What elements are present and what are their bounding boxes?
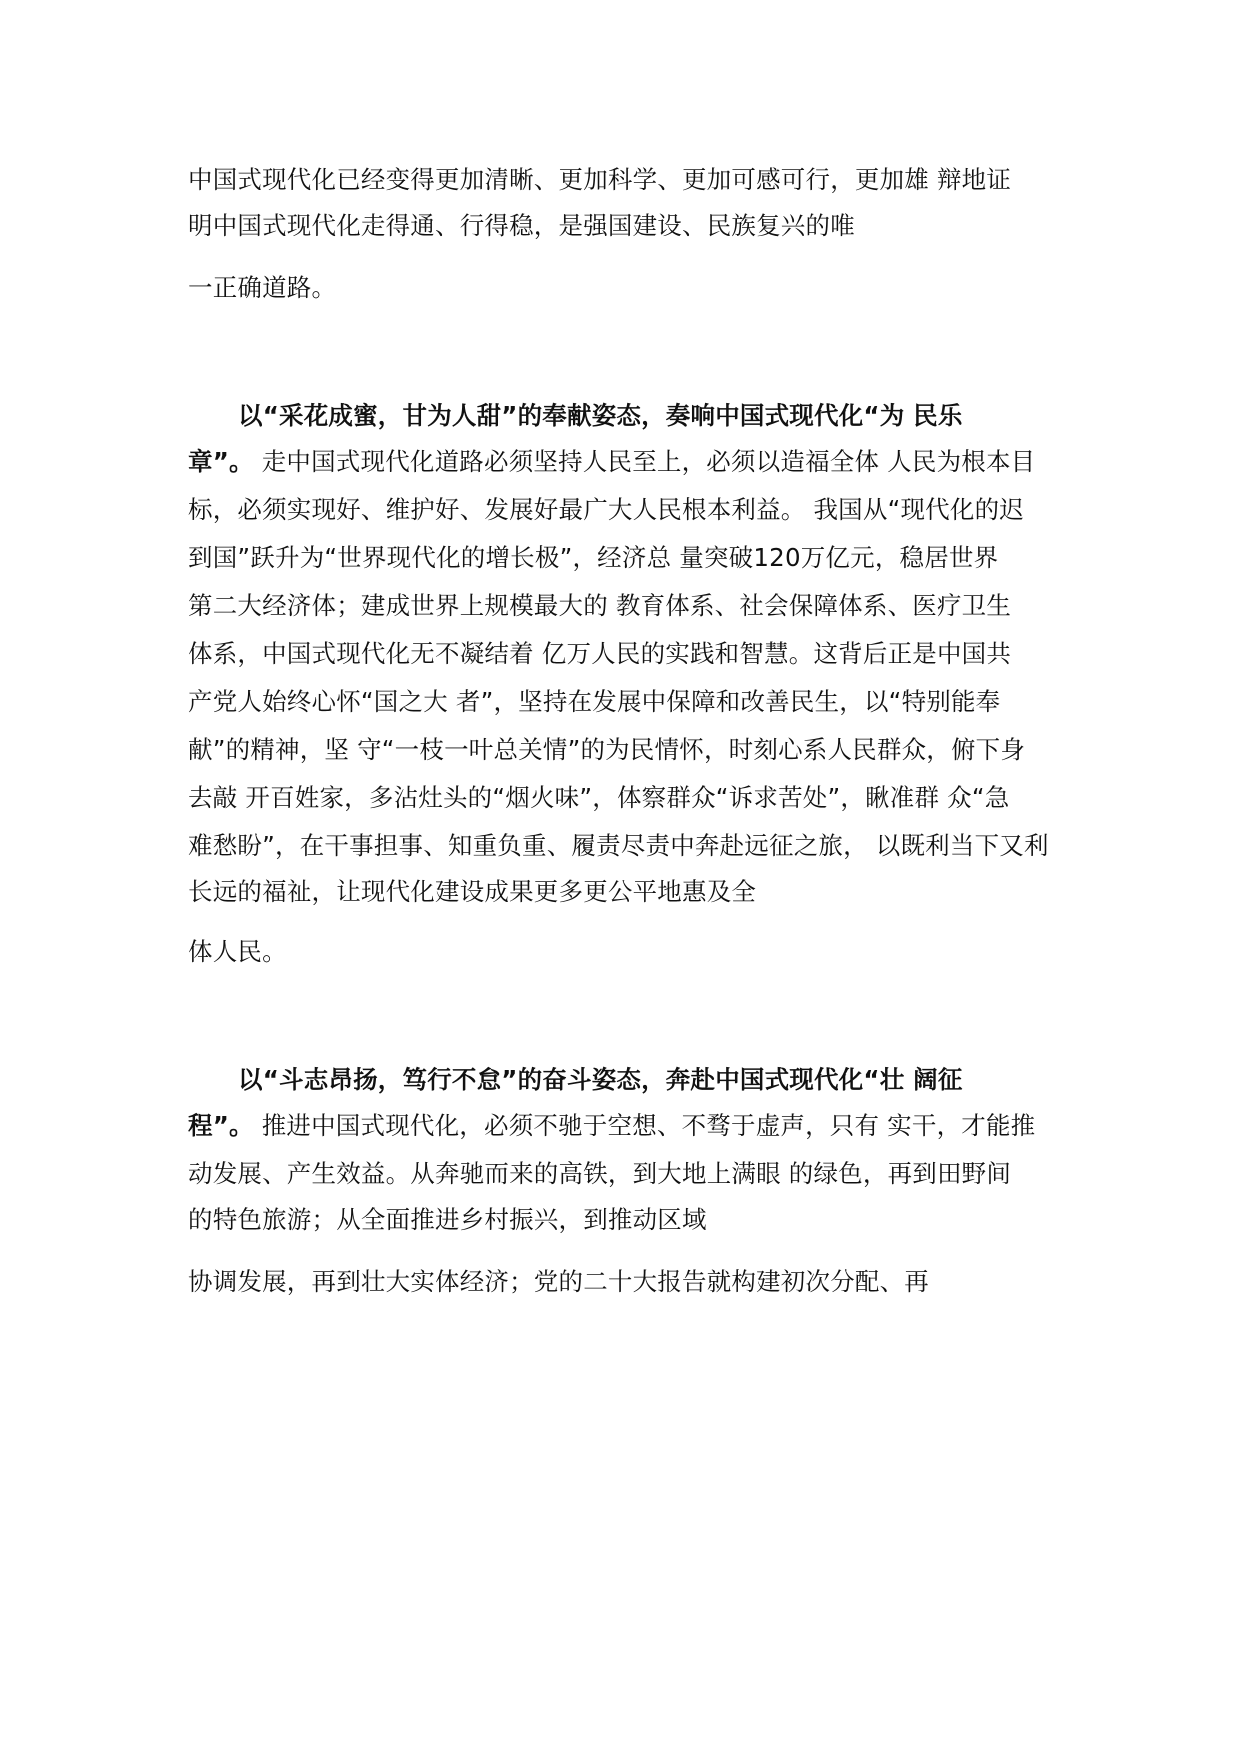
section-2-heading-line-2	[188, 446, 1035, 478]
section-2-line: 献”的精神，坚 守“一枝一叶总关情”的为民情怀，时刻心系人民群众，俯下身	[188, 735, 1026, 764]
paragraph-1-line-1: 中国式现代化已经变得更加清晰、更加科学、更加可感可行，更加雄 辩地证	[188, 165, 1012, 194]
section-2-line: 产党人始终心怀“国之大 者”，坚持在发展中保障和改善民生，以“特别能奉	[188, 687, 1001, 716]
section-2-line: 难愁盼”，在干事担事、知重负重、履责尽责中奔赴远征之旅， 以既利当下又利	[188, 831, 1049, 860]
section-2-line: 长远的福祉，让现代化建设成果更多更公平地惠及全	[188, 877, 757, 906]
section-3-line: 的特色旅游；从全面推进乡村振兴，到推动区域	[188, 1205, 707, 1234]
section-3-heading-line-2	[188, 1110, 1035, 1142]
section-3-text-start: 推进中国式现代化，必须不驰于空想、不骛于虚声，只有 实干，才能推	[253, 1111, 1036, 1140]
section-3-heading-end: 程”。	[188, 1111, 254, 1140]
section-2-heading-line-1: 以“采花成蜜，甘为人甜”的奉献姿态，奏响中国式现代化“为 民乐	[238, 401, 963, 430]
section-2-line: 体系，中国式现代化无不凝结着 亿万人民的实践和智慧。这背后正是中国共	[188, 639, 1012, 668]
section-2-text-start: 走中国式现代化道路必须坚持人民至上，必须以造福全体 人民为根本目	[253, 447, 1036, 476]
section-2-line: 标，必须实现好、维护好、发展好最广大人民根本利益。 我国从“现代化的迟	[188, 495, 1024, 524]
section-3-heading-line-1: 以“斗志昂扬，笃行不怠”的奋斗姿态，奔赴中国式现代化“壮 阔征	[238, 1065, 963, 1094]
section-2-line: 到国”跃升为“世界现代化的增长极”，经济总 量突破120万亿元，稳居世界	[188, 543, 999, 572]
section-2-line: 去敲 开百姓家，多沾灶头的“烟火味”，体察群众“诉求苦处”，瞅准群 众“急	[188, 783, 1010, 812]
paragraph-1-line-3: 一正确道路。	[188, 273, 337, 302]
section-2-heading-end: 章”。	[188, 447, 254, 476]
paragraph-1-line-2: 明中国式现代化走得通、行得稳，是强国建设、民族复兴的唯	[188, 211, 855, 240]
section-2-line: 第二大经济体；建成世界上规模最大的 教育体系、社会保障体系、医疗卫生	[188, 591, 1012, 620]
section-3-line: 协调发展，再到壮大实体经济；党的二十大报告就构建初次分配、再	[188, 1267, 929, 1296]
section-3-line: 动发展、产生效益。从奔驰而来的高铁，到大地上满眼 的绿色，再到田野间	[188, 1159, 1012, 1188]
section-2-line: 体人民。	[188, 937, 287, 966]
